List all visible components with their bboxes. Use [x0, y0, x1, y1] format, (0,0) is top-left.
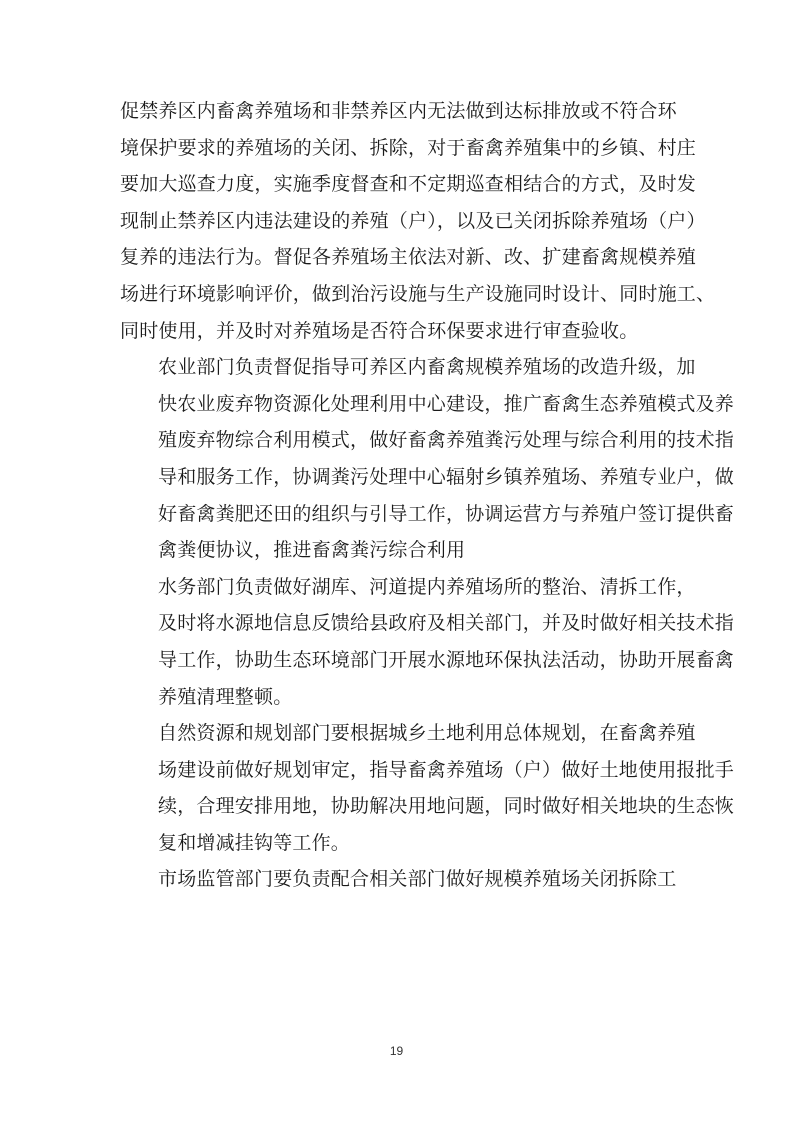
text-line: 场进行环境影响评价，做到治污设施与生产设施同时设计、同时施工、	[120, 282, 716, 305]
text-line: 复和增减挂钩等工作。	[158, 831, 351, 854]
text-line: 复养的违法行为。督促各养殖场主依法对新、改、扩建畜禽规模养殖	[120, 246, 697, 269]
text-line: 快农业废弃物资源化处理利用中心建设，推广畜禽生态养殖模式及养	[158, 392, 735, 415]
text-line: 好畜禽粪肥还田的组织与引导工作，协调运营方与养殖户签订提供畜	[158, 502, 735, 525]
text-line: 自然资源和规划部门要根据城乡土地利用总体规划，在畜禽养殖	[158, 722, 696, 745]
text-line: 农业部门负责督促指导可养区内畜禽规模养殖场的改造升级，加	[158, 356, 696, 379]
text-line: 养殖清理整顿。	[158, 685, 293, 708]
text-line: 场建设前做好规划审定，指导畜禽养殖场（户）做好土地使用报批手	[158, 758, 735, 781]
text-line: 市场监管部门要负责配合相关部门做好规模养殖场关闭拆除工	[158, 868, 677, 891]
text-line: 续，合理安排用地，协助解决用地问题，同时做好相关地块的生态恢	[158, 795, 735, 818]
text-line: 水务部门负责做好湖库、河道提内养殖场所的整治、清拆工作，	[158, 575, 696, 598]
paragraph-natural-resources	[120, 715, 735, 861]
paragraph-market	[120, 861, 680, 898]
text-line: 境保护要求的养殖场的关闭、拆除，对于畜禽养殖集中的乡镇、村庄	[120, 136, 697, 159]
text-line: 要加大巡查力度，实施季度督查和不定期巡查相结合的方式，及时发	[120, 173, 697, 196]
text-line: 导和服务工作，协调粪污处理中心辐射乡镇养殖场、养殖专业户，做	[158, 465, 735, 488]
text-line: 促禁养区内畜禽养殖场和非禁养区内无法做到达标排放或不符合环	[120, 100, 677, 122]
text-line: 禽粪便协议，推进畜禽粪污综合利用	[158, 539, 466, 562]
paragraph-1	[120, 93, 716, 349]
text-line: 同时使用，并及时对养殖场是否符合环保要求进行审查验收。	[120, 319, 639, 342]
text-line: 导工作，协助生态环境部门开展水源地环保执法活动，协助开展畜禽	[158, 648, 735, 671]
text-line: 现制止禁养区内违法建设的养殖（户），以及已关闭拆除养殖场（户）	[120, 209, 706, 232]
text-line: 殖废弃物综合利用模式，做好畜禽养殖粪污处理与综合利用的技术指	[158, 429, 735, 452]
document-body	[120, 93, 735, 898]
text-line: 及时将水源地信息反馈给县政府及相关部门，并及时做好相关技术指	[158, 612, 735, 635]
paragraph-agriculture	[120, 349, 735, 569]
page-number: 19	[389, 1044, 404, 1058]
paragraph-water	[120, 569, 735, 715]
